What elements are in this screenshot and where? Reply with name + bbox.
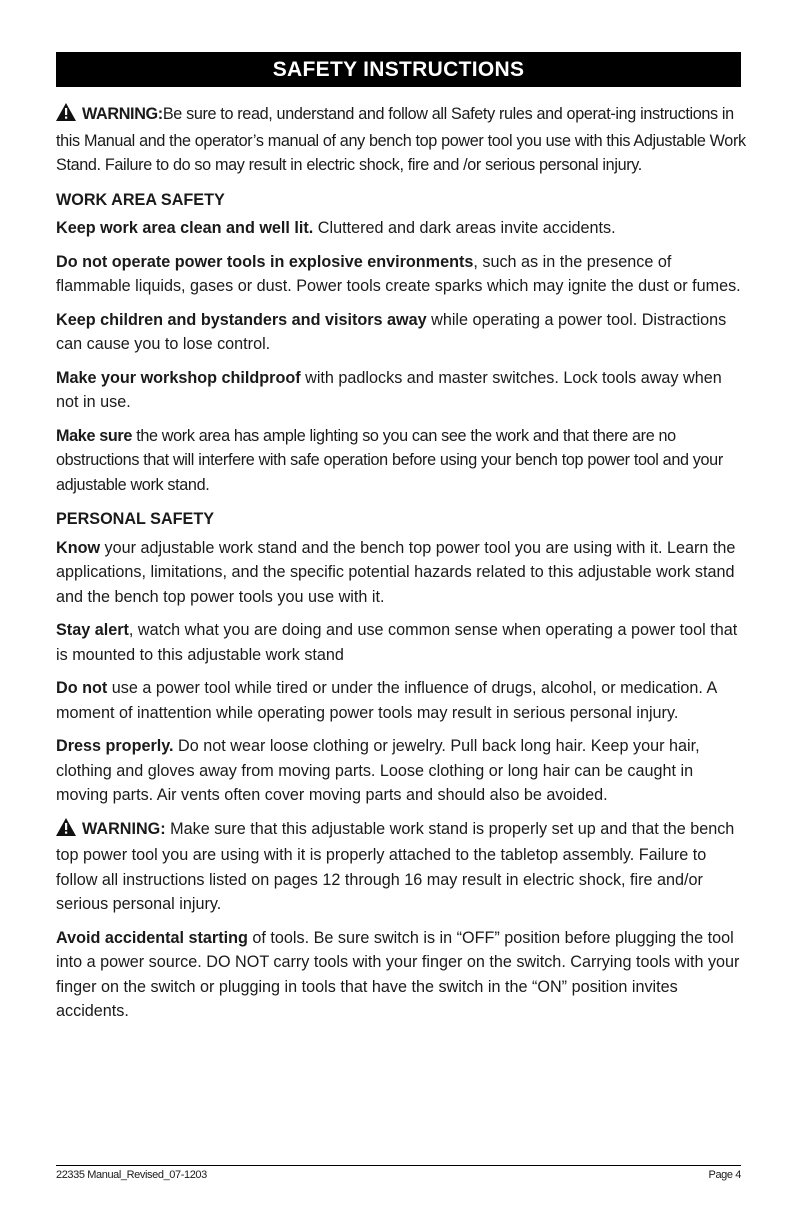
item-lead: Do not (56, 679, 108, 697)
work-area-item (56, 216, 746, 241)
page-footer (56, 1165, 741, 1181)
personal-item (56, 926, 746, 1024)
warning-label: WARNING: (82, 819, 166, 838)
intro-text: Be sure to read, understand and follow all Safety rules and operat-ing instructions in this Manual and the operator’s manual of any bench top power tool you use with this Adjustable Work Stand. Failure to do so may result in electric shock, fire and /or serious personal injury. (56, 105, 746, 174)
item-lead: Do not operate power tools in explosive environments (56, 252, 474, 271)
work-area-item (56, 308, 746, 357)
item-lead: Avoid accidental starting (56, 928, 248, 947)
item-lead: Make sure (56, 426, 133, 445)
item-lead: Keep work area clean and well lit. (56, 219, 314, 237)
warning-label: WARNING: (82, 105, 163, 123)
item-lead: Dress properly. (56, 737, 174, 755)
item-text: , watch what you are doing and use common sense when operating a power tool that is mounted to this adjustable work stand (56, 621, 738, 664)
personal-item (56, 676, 746, 725)
warning-text: Make sure that this adjustable work stand is properly set up and that the bench top power tool you are using with it is properly attached to the tabletop assembly. Failure to follow all instructions listed on pages 12 through 16 may result in electric shock, fire and/or serious personal injury. (56, 819, 735, 913)
item-lead: Keep children and bystanders and visitors away (56, 310, 427, 329)
personal-safety-heading: PERSONAL SAFETY (56, 510, 215, 528)
personal-item (56, 734, 746, 808)
item-lead: Know (56, 538, 101, 557)
personal-item (56, 536, 746, 610)
item-text: Do not wear loose clothing or jewelry. Pull back long hair. Keep your hair, clothing and gloves away from moving parts. Loose clothing or long hair can be caught in moving parts. Air vents often cover moving parts and should also be avoided. (56, 737, 700, 804)
item-text: Cluttered and dark areas invite accidents. (313, 219, 616, 237)
work-area-section (56, 188, 746, 498)
item-text: your adjustable work stand and the bench top power tool you are using with it. Learn the applications, limitations, and the specific potential hazards related to this adjustable work stand and the bench top power tools you use with it. (56, 538, 736, 606)
page-number: Page 4 (708, 1169, 741, 1181)
work-area-item (56, 424, 746, 498)
warning-triangle-icon (56, 818, 76, 844)
personal-warning (56, 817, 746, 917)
document-body (56, 102, 746, 1033)
item-lead: Make your workshop childproof (56, 368, 301, 387)
personal-item (56, 618, 746, 667)
item-text: while operating a power tool. Distractions can cause you to lose control. (56, 310, 727, 353)
work-area-heading: WORK AREA SAFETY (56, 190, 225, 209)
item-text: , such as in the presence of flammable liquids, gases or dust. Power tools create sparks which may ignite the dust or fumes. (56, 252, 741, 295)
item-text: use a power tool while tired or under the influence of drugs, alcohol, or medication. A moment of inattention while operating power tools may result in serious personal injury. (56, 679, 717, 722)
work-area-item (56, 366, 746, 415)
section-banner: SAFETY INSTRUCTIONS (56, 52, 741, 87)
item-text: the work area has ample lighting so you can see the work and that there are no obstructions that will interfere with safe operation before using your bench top power tool and your adjustable work stand. (56, 426, 723, 494)
warning-triangle-icon (56, 103, 76, 129)
work-area-item (56, 250, 746, 299)
item-text: of tools. Be sure switch is in “OFF” position before plugging the tool into a power source. DO NOT carry tools with your finger on the switch. Carrying tools with your finger on the switch or plugging in tools that have the switch in the “ON” position invites accidents. (56, 928, 740, 1020)
intro-warning (56, 102, 746, 178)
item-text: with padlocks and master switches. Lock tools away when not in use. (56, 368, 722, 411)
personal-safety-section (56, 507, 746, 1024)
item-lead: Stay alert (56, 621, 129, 639)
document-id: 22335 Manual_Revised_07-1203 (56, 1169, 207, 1181)
